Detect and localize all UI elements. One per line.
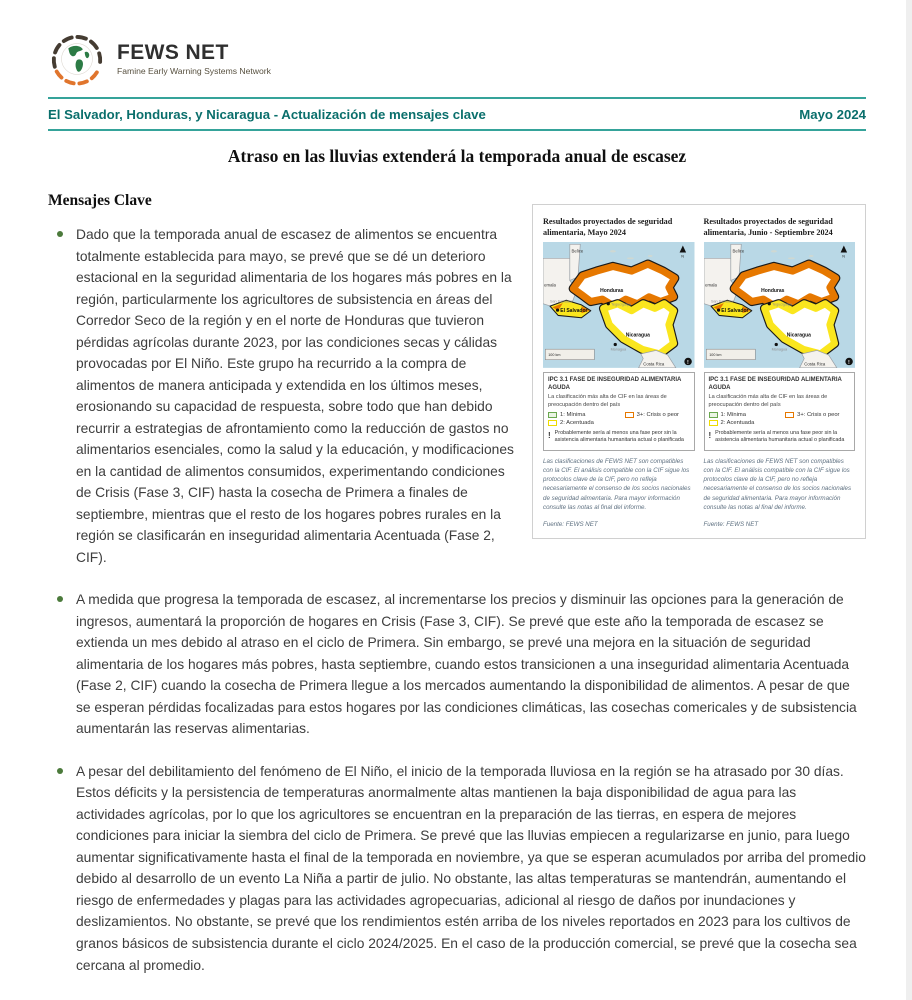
key-messages-list xyxy=(48,224,866,976)
legend-item-label: 2: Acentuada xyxy=(560,419,594,426)
document-title: Atraso en las lluvias extenderá la temporada anual de escasez xyxy=(227,146,687,166)
assistance-flag-glyph: ! xyxy=(687,359,689,366)
exclamation-icon: ! xyxy=(548,430,551,440)
label-managua: Managua xyxy=(771,347,787,352)
figure-footnote: Las clasificaciones de FEWS NET son compatibles con la CIF. El análisis compatible con la CIF sigue los protocolos clave de la CIF, pero no refleja necesariamente el consenso de los socios nacionales de seguridad alimentaria. Para mayor información consulte las notas al final del informe. xyxy=(543,457,691,512)
content xyxy=(0,192,912,976)
logo-tagline: Famine Early Warning Systems Network xyxy=(117,66,271,77)
assistance-note-text: Probablemente sería al menos una fase peor sin la asistencia alimentaria humanitaria actual o planificada xyxy=(715,429,845,444)
scale-label: 100 km xyxy=(708,353,721,358)
page-right-edge xyxy=(906,0,912,1000)
key-message-1: Dado que la temporada anual de escasez de alimentos se encuentra totalmente establecida para mayo, se prevé que se dé un deterioro estacional en la seguridad alimentaria de los hogares más pobres en la región, particularmente los agricultores de subsistencia en áreas del Corredor Seco de la región y en el norte de Honduras que tuvieron pérdidas agrícolas durante 2023, por las condiciones secas y cálidas provocadas por El Niño. Este grupo ha recurrido a la compra de alimentos de manera anticipada y extendida en los últimos meses, erosionando su capacidad de respuesta, sobre todo que han debido recurrir a estrategias de afrontamiento como la reducción de gastos no alimentarios esenciales, como la salud y la educación, y modificaciones en la cantidad de alimentos consumidos, experimentando condiciones de Crisis (Fase 3, CIF) hasta la cosecha de Primera a finales de septiembre, mientras que el resto de los hogares pobres rurales en la región se clasificarán en inseguridad alimentaria Acentuada (Fase 2, CIF). xyxy=(76,224,866,568)
fewsnet-logo-icon xyxy=(48,30,106,88)
exclamation-icon: ! xyxy=(708,430,712,440)
legend-subtitle: La clasificación más alta de CIF en las áreas de preocupación dentro del país xyxy=(708,394,828,408)
logo-name: FEWS NET xyxy=(117,40,229,64)
assistance-note-text: Probablemente sería al menos una fase peor sin la asistencia alimentaria humanitaria actual o planificada xyxy=(554,429,684,444)
legend-item-label: 1: Mínima xyxy=(720,411,746,418)
label-managua: Managua xyxy=(610,347,627,352)
label-honduras: Honduras xyxy=(600,288,624,295)
legend-subtitle: La clasificación más alta de CIF en las áreas de preocupación dentro del país xyxy=(548,394,667,408)
label-tegucigalpa: Tegucigalpa xyxy=(771,302,792,307)
legend-item-label: 2: Acentuada xyxy=(720,419,755,426)
logo-text-block xyxy=(117,42,271,76)
label-el-salvador: El Salvador xyxy=(560,307,588,314)
map-title: Resultados proyectados de seguridad alimentaria, Mayo 2024 xyxy=(543,217,673,237)
label-san-salvador: San Salvador xyxy=(710,299,733,304)
header xyxy=(0,0,912,88)
banner-date: Mayo 2024 xyxy=(799,107,866,122)
label-honduras: Honduras xyxy=(760,288,784,295)
legend-title: IPC 3.1 FASE DE INSEGURIDAD ALIMENTARIA AGUDA xyxy=(548,376,682,391)
label-el-salvador: El Salvador xyxy=(720,307,748,314)
label-belize: Belice xyxy=(732,248,744,254)
label-costa-rica: Costa Rica xyxy=(803,361,825,367)
figure-footnote: Las clasificaciones de FEWS NET son compatibles con la CIF. El análisis compatible con la CIF sigue los protocolos clave de la CIF, pero no refleja necesariamente el consenso de los socios nacionales de seguridad alimentaria. Para mayor información consulte las notas al final del informe. xyxy=(703,457,852,512)
label-tegucigalpa: Tegucigalpa xyxy=(611,302,632,307)
legend-item-label: 3+: Crisis o peor xyxy=(636,411,679,418)
north-label: N xyxy=(841,254,845,259)
label-guatemala: emala xyxy=(704,282,717,288)
key-message-2: A medida que progresa la temporada de escasez, al incrementarse los precios y disminuir las opciones para la generación de ingresos, aumentará la proporción de hogares en Crisis (Fase 3, CIF). Se prevé que este año la temporada de escasez se extienda un mes debido al atraso en el ciclo de Primera. Sin embargo, se prevé una mejora en la situación de seguridad alimentaria de los hogares más pobres, hasta septiembre, cuando estos transicionen a una inseguridad alimentaria Acentuada (Fase 2, CIF) cuando la cosecha de Primera llegue a los mercados aumentando la disponibilidad de alimentos. A pesar de que se esperan pérdidas focalizadas para estos hogares por las condiciones climáticas, las cosechas comericales y de subsistencia aumentarán las reservas alimentarias. xyxy=(76,589,866,740)
banner xyxy=(0,99,912,129)
banner-divider xyxy=(48,129,866,131)
legend-item-label: 3+: Crisis o peor xyxy=(797,411,840,418)
map-title: Resultados proyectados de seguridad alimentaria, Junio - Septiembre 2024 xyxy=(703,217,833,237)
section-heading: Mensajes Clave xyxy=(48,192,152,209)
assistance-flag-glyph: ! xyxy=(847,359,850,366)
scale-label: 100 km xyxy=(548,353,561,358)
label-costa-rica: Costa Rica xyxy=(643,361,665,367)
figure-source: Fuente: FEWS NET xyxy=(543,521,598,529)
legend-title: IPC 3.1 FASE DE INSEGURIDAD ALIMENTARIA AGUDA xyxy=(708,376,842,391)
label-belize: Belice xyxy=(571,248,584,254)
label-guatemala: emala xyxy=(544,282,556,288)
figure-source: Fuente: FEWS NET xyxy=(703,521,759,529)
banner-title: El Salvador, Honduras, y Nicaragua - Actualización de mensajes clave xyxy=(48,107,486,122)
legend-item-label: 1: Mínima xyxy=(560,411,586,418)
label-san-salvador: San Salvador xyxy=(549,299,573,304)
key-message-3: A pesar del debilitamiento del fenómeno de El Niño, el inicio de la temporada lluviosa en la región se ha atrasado por 30 días. Estos déficits y la persistencia de temperaturas anormalmente altas mantienen la baja disponibilidad de agua para las actividades agrícolas, por lo que los agricultores se encuentran en la preparación de las tierras, en espera de mejores condiciones para iniciar la siembra del ciclo de Primera. Se prevé que las lluvias empiecen a regularizarse en junio, para luego aumentar significativamente hasta el final de la temporada en noviembre, ya que se esperan acumulados por arriba del promedio debido al desarrollo de un evento La Niña a partir de julio. No obstante, las altas temperaturas se mantendrán, aumentando el riesgo de enfermedades y plagas para las actividades agropecuarias, adicional al riesgo de daños por inundaciones y deslizamientos. No obstante, se prevé que los rendimientos estén arriba de los niveles reportados en 2023 para los cultivos de granos básicos de subsistencia durante el ciclo 2024/2025. En el caso de la producción comercial, se prevé que la cosecha sea cercana al promedio. xyxy=(76,761,866,976)
label-nicaragua: Nicaragua xyxy=(786,332,811,339)
north-label: N xyxy=(681,254,684,259)
label-nicaragua: Nicaragua xyxy=(625,332,650,339)
